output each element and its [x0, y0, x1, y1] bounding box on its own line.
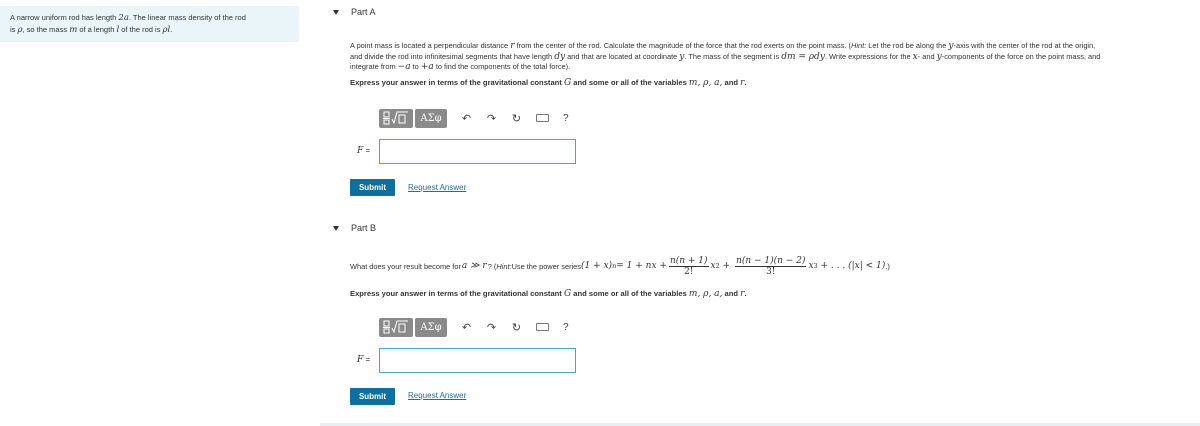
fraction-sqrt-button[interactable]	[379, 318, 413, 337]
part-a-math-toolbar	[379, 108, 569, 128]
express-text: and	[722, 78, 741, 87]
caret-down-icon	[333, 10, 339, 15]
question-text: Let the rod be along the	[866, 41, 949, 50]
part-a-header[interactable]	[320, 7, 376, 17]
intro-math: m	[69, 25, 78, 35]
question-text: -components of the force on the point mass, and	[941, 51, 1101, 61]
question-text: ? (	[487, 261, 497, 271]
question-math: 3	[813, 261, 818, 270]
intro-text: A narrow uniform rod has length	[10, 13, 119, 22]
express-text: and	[722, 289, 741, 298]
express-text: Express your answer in terms of the gravitational constant	[350, 289, 564, 298]
question-math: y	[948, 41, 954, 51]
question-math: y	[936, 51, 942, 62]
part-b-header[interactable]	[320, 223, 376, 233]
intro-math: ρ	[17, 25, 23, 35]
part-a-request-answer-link[interactable]: Request Answer	[408, 183, 467, 192]
question-text: Use the power series	[511, 261, 581, 271]
fraction-2	[735, 256, 806, 277]
express-text: and some or all of the variables	[571, 78, 689, 87]
intro-text: .	[170, 25, 173, 34]
part-b-question	[350, 256, 1200, 277]
part-b-title: Part B	[351, 223, 377, 233]
question-text: and that are located at coordinate	[565, 51, 680, 61]
question-text: to	[410, 62, 421, 72]
fraction-numerator: n(n − 1)(n − 2)	[736, 256, 806, 266]
greek-symbols-button[interactable]: ΑΣφ	[415, 318, 447, 337]
express-math: m, ρ, a,	[688, 289, 723, 299]
question-math: (1 + x)	[580, 260, 613, 271]
part-b	[320, 205, 1200, 423]
undo-icon[interactable]: ↶	[461, 112, 472, 125]
reset-icon[interactable]: ↻	[511, 112, 522, 125]
express-math: r	[740, 78, 745, 88]
question-math: a ≫ r	[461, 260, 487, 271]
fraction-numerator: n(n + 1)	[669, 256, 708, 266]
equals-sign: =	[363, 146, 371, 155]
question-math: + . . . (|x| < 1)	[817, 260, 886, 271]
undo-icon[interactable]: ↶	[461, 321, 472, 334]
intro-math: 2a	[118, 13, 129, 23]
question-math: x	[912, 51, 918, 62]
help-icon[interactable]: ?	[563, 112, 569, 124]
question-text: .)	[885, 261, 890, 271]
intro-text: of a length	[77, 25, 117, 34]
question-line	[350, 62, 1200, 73]
intro-text: is	[10, 25, 18, 34]
question-text: from the center of the rod. Calculate the magnitude of the force that the rod exerts on the point mass. (	[514, 41, 852, 50]
fraction-1	[669, 256, 709, 277]
question-line	[350, 52, 1200, 63]
express-math: G	[563, 78, 572, 88]
express-math: r	[740, 289, 745, 299]
sidebar	[0, 0, 299, 426]
intro-math: ρl	[162, 25, 171, 35]
fraction-sqrt-icon	[383, 111, 409, 125]
fraction-denominator: 3!	[766, 267, 776, 277]
part-a	[320, 0, 1200, 205]
question-math: r	[510, 41, 515, 51]
part-b-submit-button[interactable]: Submit	[350, 388, 395, 405]
hint-label: Hint:	[496, 261, 512, 271]
question-math: 2	[715, 261, 720, 270]
part-b-answer-input[interactable]	[379, 348, 576, 373]
fraction-sqrt-icon	[383, 320, 409, 334]
part-a-answer-label	[357, 146, 370, 156]
intro-math: l	[116, 25, 120, 35]
hint-label: Hint:	[851, 41, 867, 50]
question-text: to find the components of the total force).	[433, 62, 571, 72]
redo-icon[interactable]: ↷	[486, 112, 497, 125]
express-text: .	[744, 289, 747, 298]
answer-variable: F	[357, 146, 364, 156]
part-b-answer-label	[357, 355, 370, 365]
part-a-question	[350, 41, 1200, 73]
express-math: G	[563, 289, 572, 299]
question-math: n	[612, 261, 617, 270]
question-text: . Write expressions for the	[824, 51, 913, 61]
question-text: - and	[917, 51, 937, 61]
question-math: y	[679, 51, 685, 62]
greek-symbols-button[interactable]: ΑΣφ	[415, 109, 447, 128]
caret-down-icon	[333, 226, 339, 231]
question-text: . The mass of the segment is	[684, 51, 782, 61]
help-icon[interactable]: ?	[563, 321, 569, 333]
answer-variable: F	[357, 355, 364, 365]
problem-intro	[0, 6, 299, 42]
reset-icon[interactable]: ↻	[511, 321, 522, 334]
question-line	[350, 41, 1200, 52]
part-b-express	[350, 289, 747, 299]
intro-text: of the rod is	[119, 25, 163, 34]
question-math: dy	[554, 51, 566, 62]
question-text: A point mass is located a perpendicular distance	[350, 41, 511, 50]
part-a-express	[350, 78, 747, 88]
question-math: = 1 + nx +	[616, 260, 667, 271]
question-text: What does your result become for	[350, 261, 461, 271]
question-text: integrate from	[350, 62, 398, 72]
question-text: -axis with the center of the rod at the origin,	[953, 41, 1096, 50]
intro-line-1	[10, 12, 289, 24]
question-math: x	[710, 260, 716, 271]
equals-sign: =	[363, 355, 371, 364]
express-math: m, ρ, a,	[688, 78, 723, 88]
question-math: dm = ρdy	[781, 51, 825, 62]
question-math: −a	[397, 62, 411, 73]
intro-text: . The linear mass density of the rod	[128, 13, 246, 22]
question-math: +	[719, 260, 734, 271]
question-math: x	[808, 260, 814, 271]
fraction-denominator: 2!	[684, 267, 694, 277]
part-a-submit-button[interactable]: Submit	[350, 179, 395, 196]
redo-icon[interactable]: ↷	[486, 321, 497, 334]
part-a-answer-input[interactable]	[379, 139, 576, 164]
fraction-sqrt-button[interactable]	[379, 109, 413, 128]
part-b-request-answer-link[interactable]: Request Answer	[408, 391, 467, 400]
part-b-math-toolbar	[379, 317, 569, 337]
part-a-title: Part A	[351, 7, 376, 17]
keyboard-icon[interactable]	[536, 323, 549, 331]
express-text: and some or all of the variables	[571, 289, 689, 298]
express-text: .	[744, 78, 747, 87]
intro-text: , so the mass	[22, 25, 70, 34]
intro-line-2	[10, 24, 289, 36]
question-math: +a	[420, 62, 434, 73]
express-text: Express your answer in terms of the gravitational constant	[350, 78, 564, 87]
keyboard-icon[interactable]	[536, 114, 549, 122]
question-text: and divide the rod into infinitesimal segments that have length	[350, 51, 555, 61]
